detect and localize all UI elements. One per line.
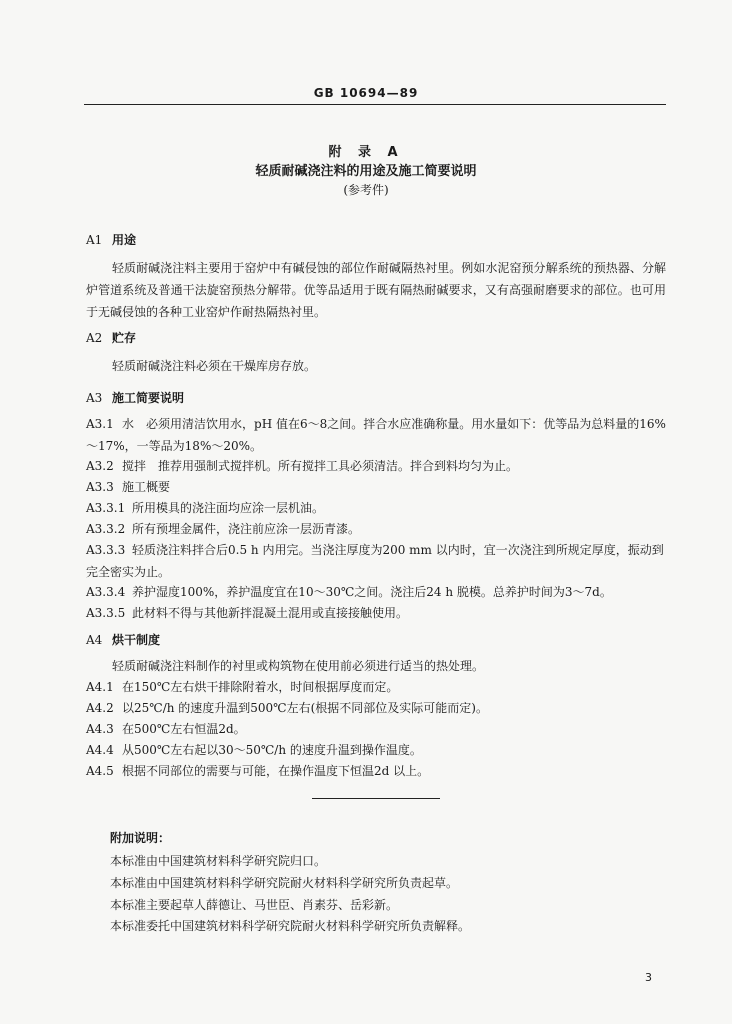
item-number: A3.1 (86, 417, 114, 431)
list-item (86, 497, 666, 519)
list-item (86, 413, 666, 457)
item-text: 根据不同部位的需要与可能，在操作温度下恒温2d 以上。 (122, 764, 430, 778)
additional-note: 本标准委托中国建筑材料科学研究院耐火材料科学研究所负责解释。 (110, 919, 471, 933)
list-item (86, 760, 666, 782)
list-item (86, 455, 666, 477)
item-text: 此材料不得与其他新拌混凝土混用或直接接触使用。 (132, 606, 409, 620)
additional-note: 本标准由中国建筑材料科学研究院归口。 (110, 854, 327, 868)
section-title: 烘干制度 (112, 633, 161, 647)
item-number: A3.2 (86, 459, 114, 473)
list-item (86, 581, 666, 603)
list-item (86, 602, 666, 624)
item-text: 轻质浇注料拌合后0.5 h 内用完。当浇注厚度为200 mm 以内时，宜一次浇注到所规定厚度，振动到完全密实为止。 (86, 543, 664, 579)
appendix-subtitle: (参考件) (343, 183, 389, 197)
item-text: 所有预埋金属件，浇注前应涂一层沥青漆。 (132, 522, 361, 536)
item-number: A3.3.1 (86, 501, 126, 515)
additional-notes-title: 附加说明： (110, 831, 171, 845)
list-item (86, 518, 666, 540)
item-number: A4.4 (86, 743, 114, 757)
section-number: A4 (86, 633, 103, 647)
item-text: 养护湿度100%，养护温度宜在10～30℃之间。浇注后24 h 脱模。总养护时间为3～7d。 (132, 585, 612, 599)
item-number: A3.3.5 (86, 606, 126, 620)
page-number: 3 (645, 971, 652, 984)
section-title: 施工简要说明 (112, 391, 185, 405)
appendix-label: 附 录 A (328, 145, 404, 160)
end-rule (312, 798, 440, 799)
item-text: 在150℃左右烘干排除附着水，时间根据厚度而定。 (122, 680, 399, 694)
section-title: 用途 (112, 233, 137, 247)
item-term: 水 (122, 417, 135, 431)
section-a2-text: 轻质耐碱浇注料必须在干燥库房存放。 (112, 359, 317, 373)
list-item (86, 718, 666, 740)
item-number: A4.2 (86, 701, 114, 715)
item-text: 推荐用强制式搅拌机。所有搅拌工具必须清洁。拌合到料均匀为止。 (158, 459, 519, 473)
section-a1-text: 轻质耐碱浇注料主要用于窑炉中有碱侵蚀的部位作耐碱隔热衬里。例如水泥窑预分解系统的预热器、分解炉管道系统及普通干法旋窑预热分解带。优等品适用于既有隔热耐碱要求，又有高强耐磨要求的部位。也可用于无碱侵蚀的各种工业窑炉作耐热隔热衬里。 (86, 261, 666, 319)
item-text: 以25℃/h 的速度升温到500℃左右(根据不同部位及实际可能而定)。 (122, 701, 488, 715)
list-item (86, 676, 666, 698)
item-number: A3.3.4 (86, 585, 126, 599)
item-number: A3.3 (86, 480, 114, 494)
item-term: 搅拌 (122, 459, 147, 473)
list-item (86, 476, 666, 498)
section-a4-heading (86, 631, 160, 648)
section-number: A2 (86, 331, 103, 345)
item-number: A3.3.2 (86, 522, 126, 536)
item-number: A3.3.3 (86, 543, 126, 557)
item-number: A4.3 (86, 722, 114, 736)
item-text: 所用模具的浇注面均应涂一层机油。 (132, 501, 325, 515)
section-a4-text: 轻质耐碱浇注料制作的衬里或构筑物在使用前必须进行适当的热处理。 (112, 659, 485, 673)
list-item (86, 739, 666, 761)
item-text: 从500℃左右起以30～50℃/h 的速度升温到操作温度。 (122, 743, 422, 757)
appendix-title: 轻质耐碱浇注料的用途及施工简要说明 (255, 164, 477, 179)
additional-note: 本标准由中国建筑材料科学研究院耐火材料科学研究所负责起草。 (110, 876, 459, 890)
item-number: A4.1 (86, 680, 114, 694)
section-a3-heading (86, 389, 184, 406)
section-a1-heading (86, 231, 136, 248)
item-text: 在500℃左右恒温2d。 (122, 722, 246, 736)
item-number: A4.5 (86, 764, 114, 778)
list-item (86, 697, 666, 719)
section-number: A3 (86, 391, 103, 405)
list-item (86, 539, 666, 583)
item-text: 施工概要 (122, 480, 171, 494)
section-number: A1 (86, 233, 103, 247)
section-title: 贮存 (112, 331, 137, 345)
additional-note: 本标准主要起草人薛德让、马世臣、肖素芬、岳彩新。 (110, 898, 399, 912)
section-a2-heading (86, 329, 136, 346)
standard-code: GB 10694—89 (313, 86, 419, 100)
item-text: 必须用清洁饮用水，pH 值在6～8之间。拌合水应准确称量。用水量如下：优等品为总料量的16%～17%，一等品为18%～20%。 (86, 417, 666, 453)
header-rule (84, 104, 666, 105)
